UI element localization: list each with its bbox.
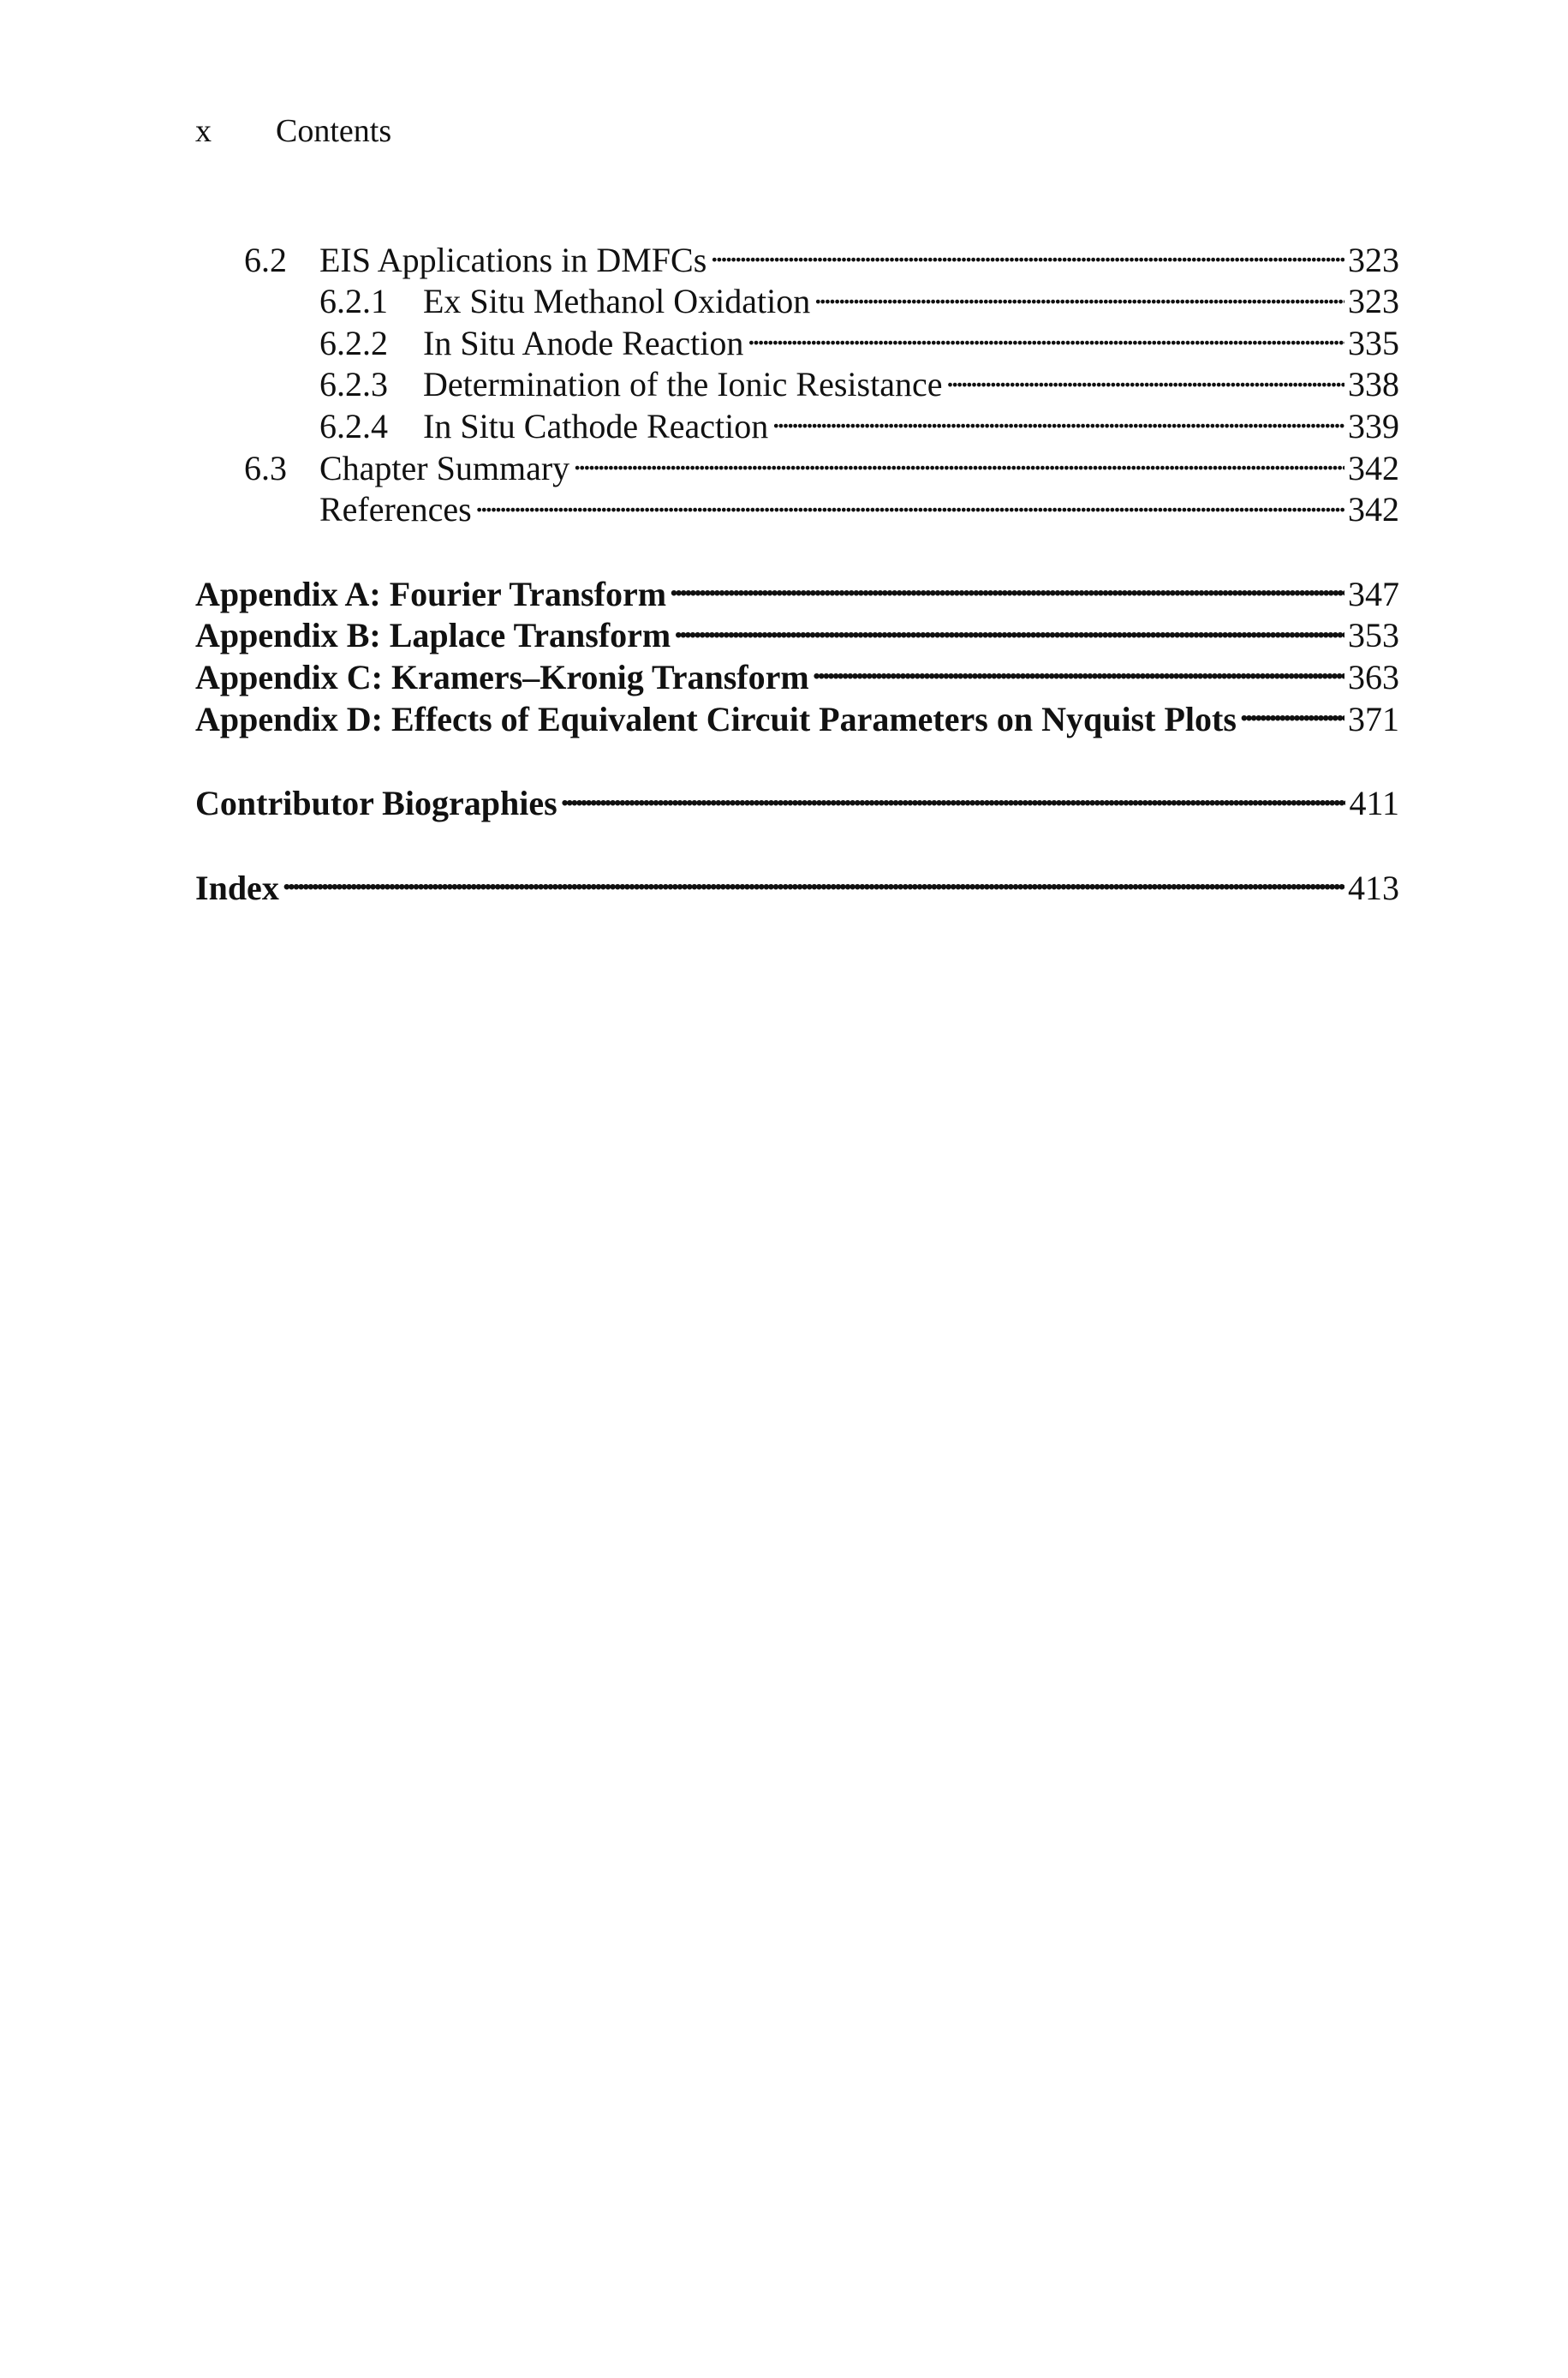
dot-leader	[670, 564, 1344, 606]
toc-entry-number: 6.2.4	[319, 406, 388, 445]
toc-entry-number: 6.2.1	[319, 282, 388, 321]
toc-entry-page: 342	[1348, 448, 1399, 487]
toc-entry-title: Determination of the Ionic Resistance	[423, 365, 943, 404]
toc-entry-number: 6.3	[244, 448, 287, 487]
toc-entry-page: 411	[1349, 784, 1399, 823]
toc-entry-title: Ex Situ Methanol Oxidation	[423, 282, 811, 321]
toc-entry-page: 335	[1348, 323, 1399, 362]
toc-entry-appendix-a[interactable]	[195, 564, 1399, 613]
dot-leader	[283, 857, 1344, 899]
dot-leader	[573, 438, 1344, 480]
toc-entry-title: Appendix C: Kramers–Kronig Transform	[195, 657, 809, 696]
toc-entry-page: 363	[1348, 657, 1399, 696]
toc-entry-title: In Situ Anode Reaction	[423, 323, 744, 362]
toc-entry-title: Appendix D: Effects of Equivalent Circuit Parameters on Nyquist Plots	[195, 699, 1237, 738]
toc-entry-page: 371	[1348, 699, 1399, 738]
toc-entry-title: Index	[195, 868, 279, 907]
toc-entry-page: 339	[1348, 406, 1399, 445]
toc-entry-page: 353	[1348, 616, 1399, 655]
dot-leader	[945, 355, 1344, 397]
toc-entry-title: Appendix B: Laplace Transform	[195, 616, 671, 655]
toc-entry-number: 6.2	[244, 240, 287, 279]
dot-leader	[561, 774, 1346, 816]
dot-leader	[674, 606, 1344, 648]
dot-leader	[710, 230, 1344, 272]
toc-entry-6-2[interactable]	[195, 230, 1399, 279]
dot-leader	[813, 647, 1344, 689]
dot-leader	[747, 313, 1344, 355]
toc-entry-number: 6.2.3	[319, 365, 388, 404]
dot-leader	[772, 396, 1344, 438]
dot-leader	[1240, 689, 1344, 731]
toc-entry-title: In Situ Cathode Reaction	[423, 406, 769, 445]
toc-entry-page: 347	[1348, 574, 1399, 613]
toc-entry-number: 6.2.2	[319, 323, 388, 362]
toc-entry-title: Appendix A: Fourier Transform	[195, 574, 667, 613]
toc-entry-page: 342	[1348, 490, 1399, 529]
toc-entry-page: 413	[1348, 868, 1399, 907]
toc-entry-title: Chapter Summary	[319, 448, 570, 487]
table-of-contents	[195, 230, 1399, 907]
toc-entry-contributor-biographies[interactable]	[195, 774, 1399, 823]
toc-entry-page: 323	[1348, 240, 1399, 279]
running-header	[195, 115, 391, 147]
page-folio: x	[195, 113, 212, 149]
toc-entry-title: References	[319, 490, 472, 529]
dot-leader	[814, 272, 1344, 314]
toc-entry-title: EIS Applications in DMFCs	[319, 240, 707, 279]
toc-entry-page: 323	[1348, 282, 1399, 321]
dot-leader	[475, 480, 1344, 522]
toc-entry-page: 338	[1348, 365, 1399, 404]
running-title: Contents	[276, 113, 392, 149]
toc-entry-index[interactable]	[195, 857, 1399, 907]
toc-entry-title: Contributor Biographies	[195, 784, 557, 823]
